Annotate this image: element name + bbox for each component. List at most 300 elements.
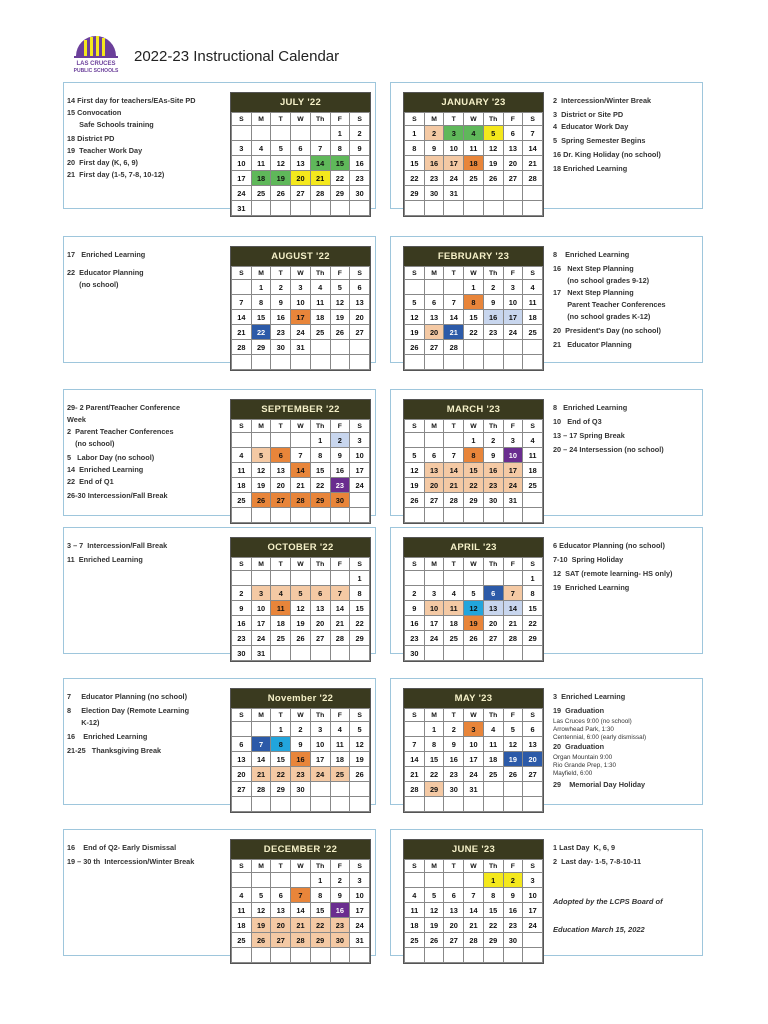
empty-cell xyxy=(483,186,503,201)
empty-cell xyxy=(232,280,252,295)
empty-cell xyxy=(310,508,330,523)
day-cell: 7 xyxy=(503,586,523,601)
empty-cell xyxy=(464,797,484,812)
day-cell: 3 xyxy=(503,280,523,295)
day-cell: 20 xyxy=(232,767,252,782)
day-cell: 2 xyxy=(330,873,350,888)
empty-cell xyxy=(523,933,543,948)
day-cell: 29 xyxy=(310,933,330,948)
empty-cell xyxy=(523,355,543,370)
day-cell: 15 xyxy=(464,310,484,325)
day-cell: 18 xyxy=(523,463,543,478)
day-cell: 5 xyxy=(424,888,444,903)
day-cell: 12 xyxy=(464,601,484,616)
day-cell: 18 xyxy=(405,918,425,933)
event-note: 6 Educator Planning (no school) xyxy=(553,541,665,550)
weekday-header: T xyxy=(271,267,291,280)
day-cell: 23 xyxy=(350,171,370,186)
empty-cell xyxy=(424,571,444,586)
weekday-header: M xyxy=(251,558,271,571)
day-cell: 29 xyxy=(251,340,271,355)
day-cell: 28 xyxy=(523,171,543,186)
day-cell: 26 xyxy=(271,186,291,201)
day-cell: 5 xyxy=(483,126,503,141)
day-cell: 20 xyxy=(271,478,291,493)
event-note: Education March 15, 2022 xyxy=(553,925,645,935)
event-note: Organ Mountain 9:00 xyxy=(553,753,613,761)
day-cell: 29 xyxy=(464,493,484,508)
empty-cell xyxy=(405,722,425,737)
empty-cell xyxy=(330,797,350,812)
day-cell: 18 xyxy=(523,310,543,325)
weekday-header: F xyxy=(330,267,350,280)
day-cell: 4 xyxy=(310,280,330,295)
weekday-header: Th xyxy=(483,709,503,722)
event-notes xyxy=(67,693,227,759)
weekday-header: Th xyxy=(310,420,330,433)
day-cell: 6 xyxy=(271,448,291,463)
empty-cell xyxy=(405,797,425,812)
weekday-header: Th xyxy=(483,420,503,433)
empty-cell xyxy=(523,340,543,355)
day-cell: 3 xyxy=(291,280,311,295)
day-cell: 13 xyxy=(444,903,464,918)
day-cell: 28 xyxy=(444,340,464,355)
day-cell: 20 xyxy=(350,310,370,325)
day-cell: 5 xyxy=(330,280,350,295)
empty-cell xyxy=(310,646,330,661)
month-panel xyxy=(390,527,703,658)
empty-cell xyxy=(483,571,503,586)
empty-cell xyxy=(291,797,311,812)
day-cell: 20 xyxy=(424,325,444,340)
day-cell: 11 xyxy=(464,141,484,156)
empty-cell xyxy=(232,873,252,888)
day-cell: 17 xyxy=(310,752,330,767)
event-notes xyxy=(553,251,701,353)
day-cell: 17 xyxy=(523,903,543,918)
day-cell: 21 xyxy=(291,478,311,493)
empty-cell xyxy=(330,340,350,355)
event-note: 22 Educator Planning xyxy=(67,268,144,278)
day-cell: 23 xyxy=(330,478,350,493)
day-cell: 6 xyxy=(310,586,330,601)
day-cell: 14 xyxy=(232,310,252,325)
logo-text-line1: LAS CRUCES xyxy=(76,61,116,67)
empty-cell xyxy=(251,433,271,448)
page-title: 2022-23 Instructional Calendar xyxy=(134,48,340,65)
day-cell: 23 xyxy=(483,478,503,493)
day-cell: 27 xyxy=(503,171,523,186)
day-cell: 14 xyxy=(291,463,311,478)
empty-cell xyxy=(405,201,425,216)
empty-cell xyxy=(350,340,370,355)
weekday-header: S xyxy=(405,860,425,873)
day-cell: 10 xyxy=(350,448,370,463)
day-cell: 3 xyxy=(350,873,370,888)
day-cell: 7 xyxy=(464,888,484,903)
day-cell: 21 xyxy=(523,156,543,171)
day-cell: 1 xyxy=(310,433,330,448)
weekday-header: F xyxy=(503,709,523,722)
day-cell: 29 xyxy=(405,186,425,201)
event-notes xyxy=(67,844,227,870)
day-cell: 9 xyxy=(405,601,425,616)
event-note: 7 Educator Planning (no school) xyxy=(67,692,187,701)
empty-cell xyxy=(330,646,350,661)
day-cell: 10 xyxy=(310,737,330,752)
weekday-header: W xyxy=(291,113,311,126)
empty-cell xyxy=(483,797,503,812)
weekday-header: S xyxy=(523,860,543,873)
day-cell: 14 xyxy=(405,752,425,767)
month-title: FEBRUARY '23 xyxy=(404,247,543,266)
event-notes xyxy=(553,97,701,177)
day-cell: 14 xyxy=(503,601,523,616)
day-cell: 1 xyxy=(405,126,425,141)
weekday-header: T xyxy=(271,709,291,722)
day-cell: 11 xyxy=(232,903,252,918)
day-cell: 10 xyxy=(503,295,523,310)
empty-cell xyxy=(444,355,464,370)
empty-cell xyxy=(271,508,291,523)
event-note: 2 Parent Teacher Conferences xyxy=(67,427,174,437)
day-cell: 23 xyxy=(271,325,291,340)
empty-cell xyxy=(523,646,543,661)
event-notes xyxy=(67,97,227,183)
day-cell: 23 xyxy=(291,767,311,782)
day-cell: 27 xyxy=(350,325,370,340)
event-note: 22 End of Q1 xyxy=(67,477,114,487)
day-cell: 4 xyxy=(464,126,484,141)
day-cell: 3 xyxy=(523,873,543,888)
empty-cell xyxy=(464,340,484,355)
event-note: 18 Enriched Learning xyxy=(553,164,628,174)
day-cell: 26 xyxy=(464,631,484,646)
day-cell: 24 xyxy=(291,325,311,340)
event-note: 8 Election Day (Remote Learning xyxy=(67,706,190,716)
empty-cell xyxy=(444,948,464,963)
empty-cell xyxy=(503,508,523,523)
empty-cell xyxy=(291,948,311,963)
day-cell: 26 xyxy=(330,325,350,340)
empty-cell xyxy=(232,948,252,963)
weekday-header: T xyxy=(444,113,464,126)
empty-cell xyxy=(523,493,543,508)
empty-cell xyxy=(464,948,484,963)
event-note: 19 – 30 th Intercession/Winter Break xyxy=(67,857,195,867)
event-note: Week xyxy=(67,415,86,425)
day-cell: 27 xyxy=(444,933,464,948)
day-cell: 10 xyxy=(464,737,484,752)
day-cell: 9 xyxy=(444,737,464,752)
day-cell: 23 xyxy=(232,631,252,646)
weekday-header: T xyxy=(444,860,464,873)
day-cell: 25 xyxy=(330,767,350,782)
day-cell: 8 xyxy=(330,141,350,156)
empty-cell xyxy=(350,782,370,797)
day-cell: 30 xyxy=(232,646,252,661)
day-cell: 2 xyxy=(330,433,350,448)
day-cell: 1 xyxy=(271,722,291,737)
empty-cell xyxy=(271,948,291,963)
month-calendar xyxy=(403,92,544,217)
day-cell: 14 xyxy=(251,752,271,767)
empty-cell xyxy=(251,126,271,141)
event-note: (no school) xyxy=(67,439,115,449)
day-cell: 25 xyxy=(232,933,252,948)
month-title: APRIL '23 xyxy=(404,538,543,557)
day-cell: 10 xyxy=(291,295,311,310)
day-cell: 29 xyxy=(523,631,543,646)
day-cell: 14 xyxy=(444,310,464,325)
empty-cell xyxy=(291,126,311,141)
month-panel xyxy=(390,389,703,516)
month-title: JULY '22 xyxy=(231,93,370,112)
day-cell: 16 xyxy=(444,752,464,767)
day-cell: 2 xyxy=(424,126,444,141)
day-cell: 9 xyxy=(350,141,370,156)
month-panel xyxy=(63,678,376,805)
day-cell: 24 xyxy=(464,767,484,782)
event-note: 20 Graduation xyxy=(553,741,605,751)
day-cell: 20 xyxy=(291,171,311,186)
weekday-header: S xyxy=(232,113,252,126)
weekday-header: S xyxy=(232,860,252,873)
day-cell: 25 xyxy=(464,171,484,186)
event-note: 29 Memorial Day Holiday xyxy=(553,779,646,789)
day-cell: 11 xyxy=(251,156,271,171)
event-note: (no school grades K-12) xyxy=(553,312,651,322)
day-cell: 14 xyxy=(523,141,543,156)
weekday-header: T xyxy=(271,558,291,571)
day-cell: 27 xyxy=(424,493,444,508)
month-panel xyxy=(63,82,376,213)
day-cell: 23 xyxy=(424,171,444,186)
empty-cell xyxy=(330,571,350,586)
weekday-header: M xyxy=(424,420,444,433)
day-cell: 12 xyxy=(330,295,350,310)
day-cell: 31 xyxy=(350,933,370,948)
empty-cell xyxy=(271,646,291,661)
empty-cell xyxy=(251,508,271,523)
day-cell: 30 xyxy=(405,646,425,661)
day-cell: 15 xyxy=(350,601,370,616)
empty-cell xyxy=(310,797,330,812)
empty-cell xyxy=(405,355,425,370)
weekday-header: S xyxy=(405,113,425,126)
event-note: 3 Enriched Learning xyxy=(553,692,626,701)
day-cell: 21 xyxy=(291,918,311,933)
event-note: 16 End of Q2- Early Dismissal xyxy=(67,843,177,852)
weekday-header: T xyxy=(444,267,464,280)
weekday-header: S xyxy=(523,113,543,126)
day-cell: 1 xyxy=(251,280,271,295)
day-cell: 3 xyxy=(310,722,330,737)
weekday-header: F xyxy=(503,267,523,280)
day-cell: 27 xyxy=(523,767,543,782)
day-cell: 13 xyxy=(350,295,370,310)
empty-cell xyxy=(405,280,425,295)
day-cell: 29 xyxy=(310,493,330,508)
empty-cell xyxy=(291,646,311,661)
event-note: 20 – 24 Intersession (no school) xyxy=(553,445,664,455)
day-cell: 23 xyxy=(503,918,523,933)
day-cell: 13 xyxy=(310,601,330,616)
event-notes xyxy=(553,404,701,458)
month-title: JUNE '23 xyxy=(404,840,543,859)
day-cell: 17 xyxy=(251,616,271,631)
day-cell: 8 xyxy=(405,141,425,156)
day-cell: 4 xyxy=(232,448,252,463)
event-note: 16 Next Step Planning xyxy=(553,264,634,274)
day-cell: 13 xyxy=(424,463,444,478)
empty-cell xyxy=(464,571,484,586)
empty-cell xyxy=(405,571,425,586)
day-cell: 15 xyxy=(464,463,484,478)
empty-cell xyxy=(232,797,252,812)
day-cell: 9 xyxy=(271,295,291,310)
day-cell: 23 xyxy=(330,918,350,933)
event-note: 21 Educator Planning xyxy=(553,340,632,350)
empty-cell xyxy=(232,571,252,586)
day-cell: 1 xyxy=(523,571,543,586)
day-cell: 31 xyxy=(444,186,464,201)
empty-cell xyxy=(350,508,370,523)
empty-cell xyxy=(405,508,425,523)
day-cell: 19 xyxy=(405,478,425,493)
empty-cell xyxy=(251,201,271,216)
event-notes xyxy=(67,542,227,568)
day-cell: 10 xyxy=(523,888,543,903)
month-calendar xyxy=(230,688,371,813)
empty-cell xyxy=(330,201,350,216)
event-note: 20 President's Day (no school) xyxy=(553,326,661,336)
day-cell: 11 xyxy=(444,601,464,616)
day-cell: 13 xyxy=(483,601,503,616)
weekday-header: S xyxy=(405,709,425,722)
weekday-header: F xyxy=(503,113,523,126)
day-cell: 31 xyxy=(251,646,271,661)
empty-cell xyxy=(271,571,291,586)
month-calendar xyxy=(230,246,371,371)
weekday-header: W xyxy=(464,420,484,433)
day-cell: 13 xyxy=(232,752,252,767)
event-note: 2 Last day- 1-5, 7-8-10-11 xyxy=(553,857,642,867)
day-cell: 7 xyxy=(405,737,425,752)
empty-cell xyxy=(503,782,523,797)
event-note: 21 First day (1-5, 7-8, 10-12) xyxy=(67,170,165,180)
empty-cell xyxy=(523,797,543,812)
day-cell: 16 xyxy=(350,156,370,171)
page-header xyxy=(70,28,670,78)
day-cell: 9 xyxy=(291,737,311,752)
lcps-logo xyxy=(70,28,122,76)
day-cell: 8 xyxy=(251,295,271,310)
day-cell: 10 xyxy=(350,888,370,903)
empty-cell xyxy=(444,280,464,295)
day-cell: 26 xyxy=(483,171,503,186)
weekday-header: S xyxy=(232,420,252,433)
day-cell: 7 xyxy=(523,126,543,141)
month-calendar xyxy=(403,537,544,662)
empty-cell xyxy=(424,646,444,661)
empty-cell xyxy=(271,433,291,448)
day-cell: 12 xyxy=(291,601,311,616)
day-cell: 21 xyxy=(444,325,464,340)
day-cell: 24 xyxy=(424,631,444,646)
empty-cell xyxy=(310,340,330,355)
weekday-header: M xyxy=(424,860,444,873)
event-note: 10 End of Q3 xyxy=(553,417,602,427)
empty-cell xyxy=(310,201,330,216)
event-note: Centennial, 6:00 (early dismissal) xyxy=(553,733,647,741)
day-cell: 22 xyxy=(424,767,444,782)
day-cell: 8 xyxy=(424,737,444,752)
month-panel xyxy=(63,236,376,363)
event-note: 29- 2 Parent/Teacher Conference xyxy=(67,403,181,412)
event-note: 5 Labor Day (no school) xyxy=(67,453,155,463)
empty-cell xyxy=(503,186,523,201)
weekday-header: Th xyxy=(483,113,503,126)
day-cell: 28 xyxy=(330,631,350,646)
day-cell: 19 xyxy=(291,616,311,631)
day-cell: 24 xyxy=(503,325,523,340)
day-cell: 5 xyxy=(350,722,370,737)
day-cell: 21 xyxy=(310,171,330,186)
day-cell: 10 xyxy=(503,448,523,463)
day-cell: 2 xyxy=(405,586,425,601)
day-cell: 28 xyxy=(444,493,464,508)
day-cell: 19 xyxy=(464,616,484,631)
event-note: (no school) xyxy=(67,280,119,290)
event-note: 16 Enriched Learning xyxy=(67,732,148,742)
empty-cell xyxy=(424,201,444,216)
day-cell: 27 xyxy=(291,186,311,201)
day-cell: 30 xyxy=(350,186,370,201)
day-cell: 22 xyxy=(464,478,484,493)
day-cell: 6 xyxy=(424,295,444,310)
day-cell: 13 xyxy=(271,903,291,918)
empty-cell xyxy=(350,646,370,661)
day-cell: 5 xyxy=(251,448,271,463)
weekday-header: S xyxy=(523,709,543,722)
empty-cell xyxy=(523,508,543,523)
event-notes xyxy=(553,693,701,793)
day-cell: 24 xyxy=(232,186,252,201)
day-cell: 28 xyxy=(291,933,311,948)
day-cell: 22 xyxy=(310,478,330,493)
weekday-header: W xyxy=(464,860,484,873)
day-cell: 19 xyxy=(330,310,350,325)
event-note: 17 Next Step Planning xyxy=(553,288,634,298)
day-cell: 28 xyxy=(405,782,425,797)
weekday-header: M xyxy=(251,113,271,126)
empty-cell xyxy=(444,873,464,888)
day-cell: 5 xyxy=(405,295,425,310)
day-cell: 25 xyxy=(523,478,543,493)
day-cell: 21 xyxy=(251,767,271,782)
day-cell: 16 xyxy=(424,156,444,171)
day-cell: 28 xyxy=(310,186,330,201)
month-title: AUGUST '22 xyxy=(231,247,370,266)
day-cell: 30 xyxy=(424,186,444,201)
day-cell: 4 xyxy=(232,888,252,903)
weekday-header: Th xyxy=(310,113,330,126)
day-cell: 6 xyxy=(271,888,291,903)
empty-cell xyxy=(424,280,444,295)
day-cell: 19 xyxy=(424,918,444,933)
